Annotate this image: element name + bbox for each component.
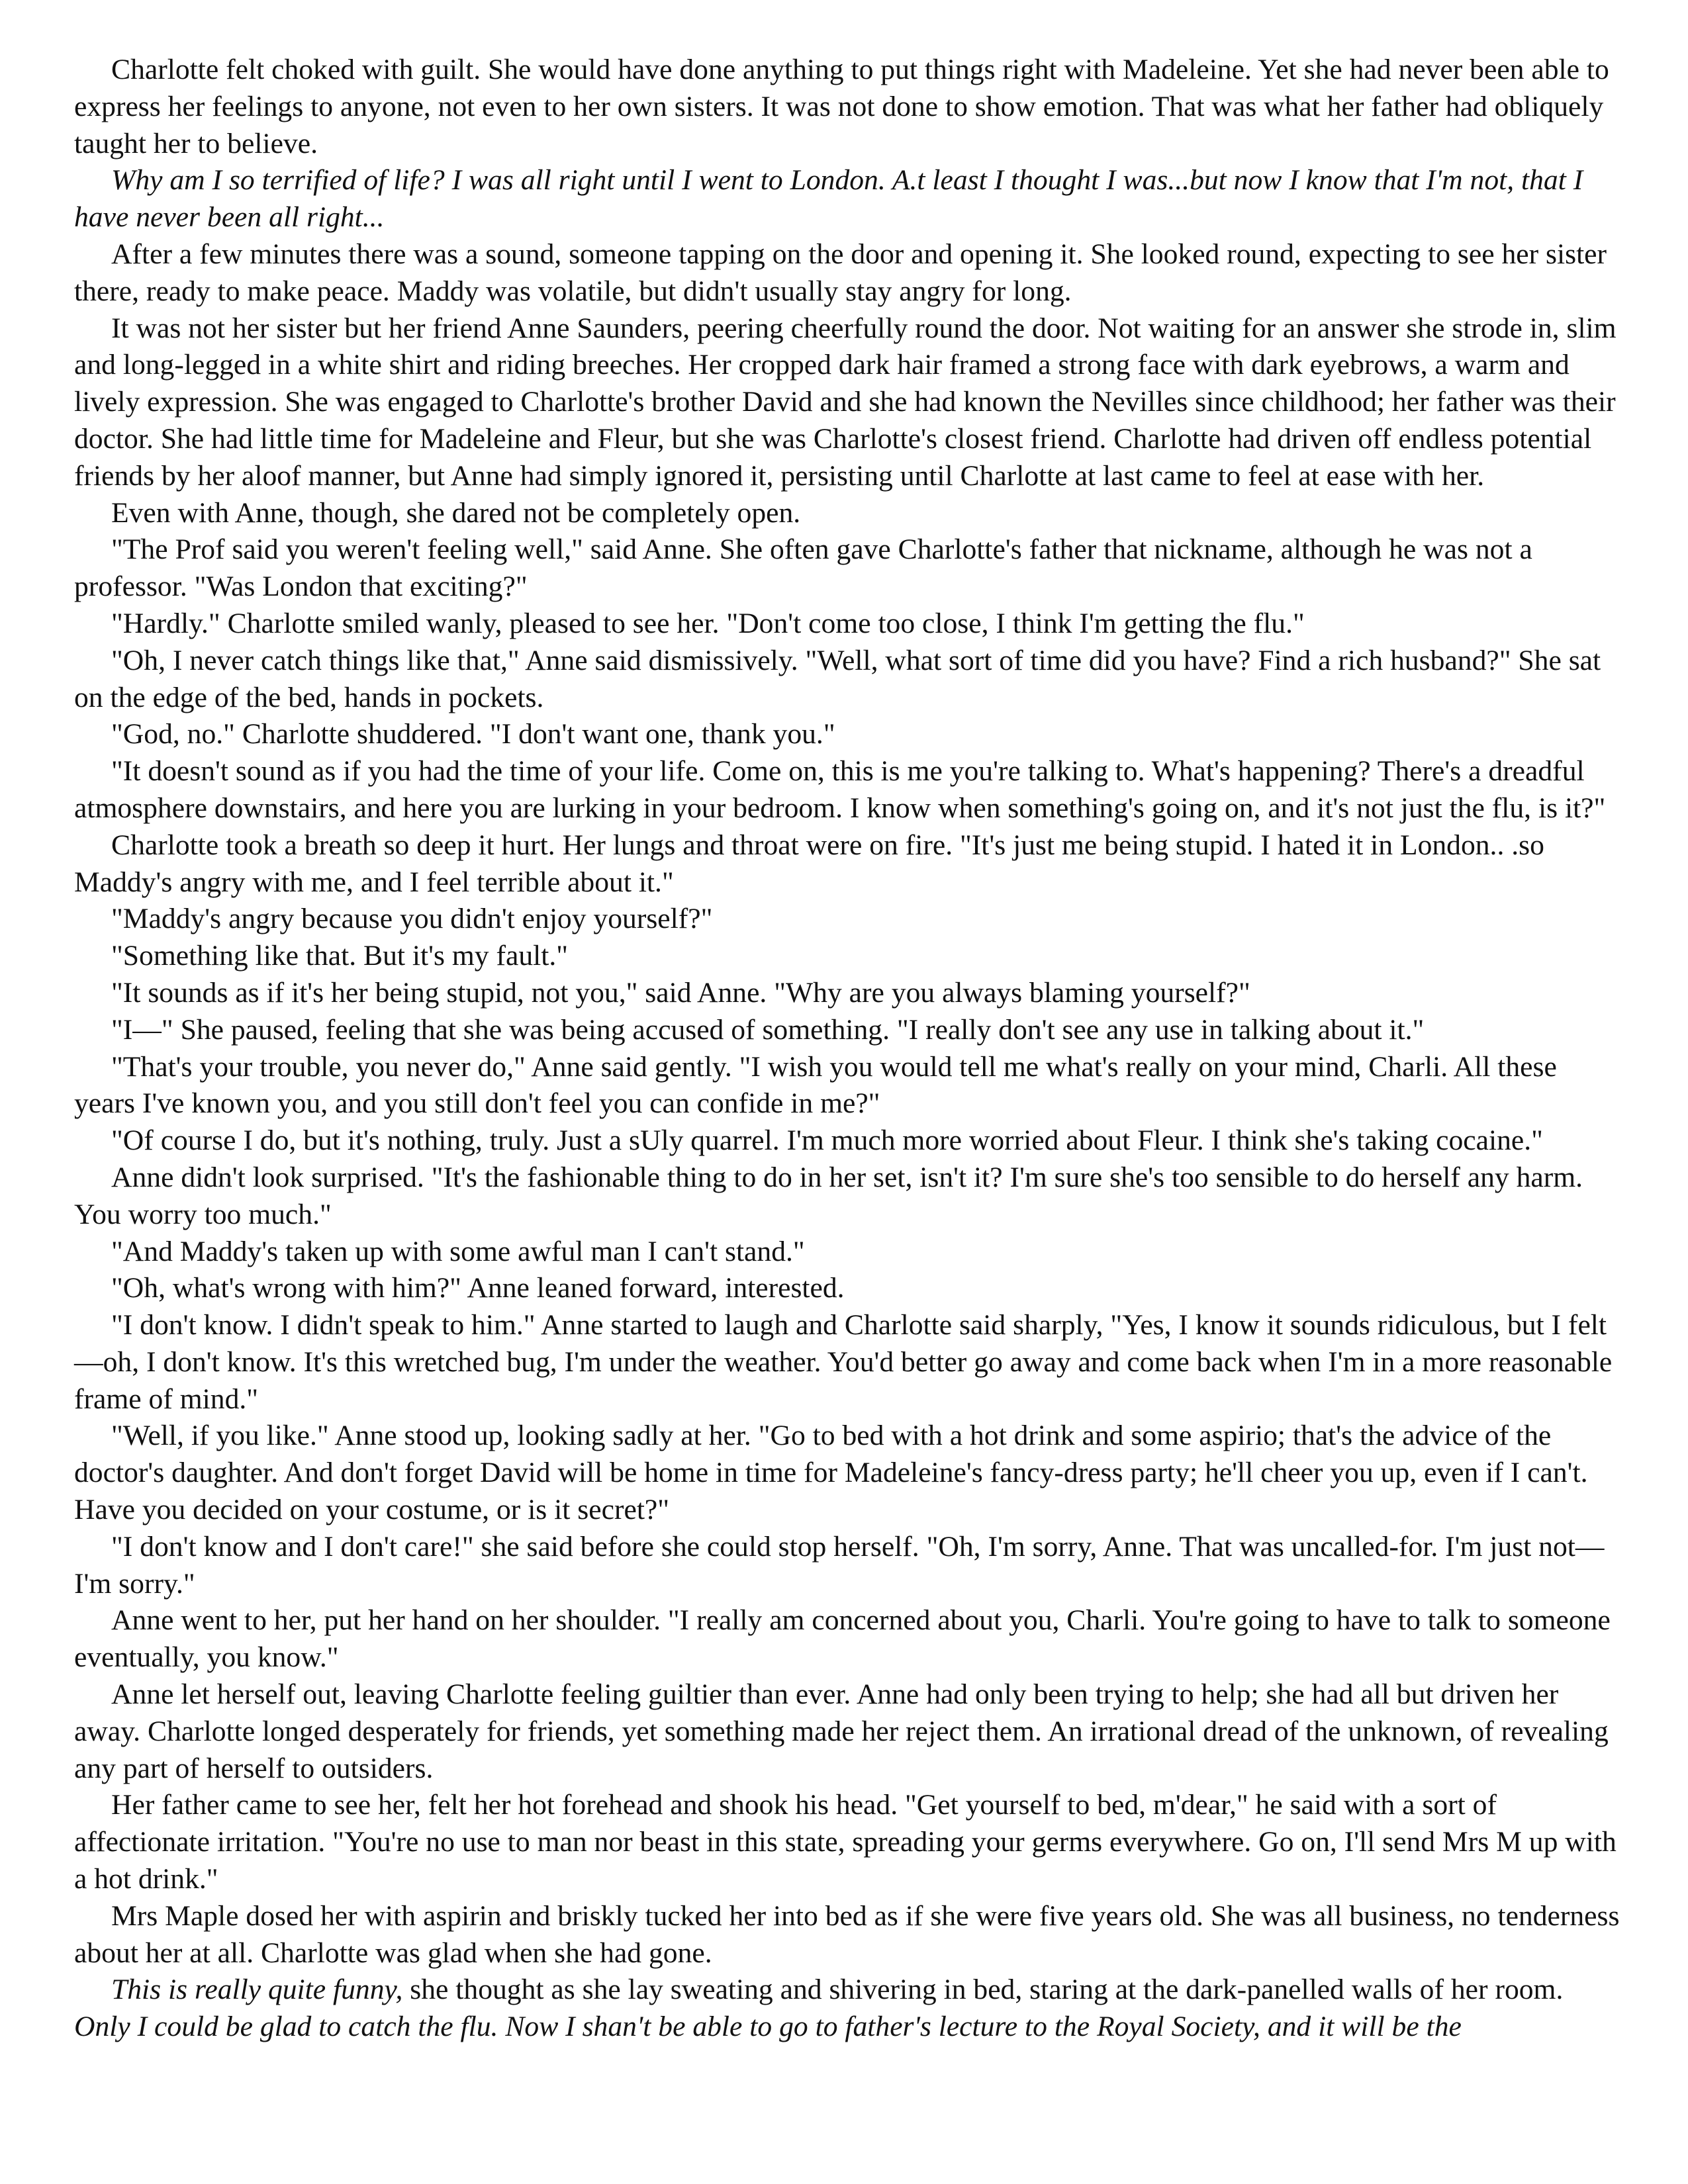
text-run: "Well, if you like." Anne stood up, looking sadly at her. "Go to bed with a hot drink and some aspirio; that's the advice of the doctor's daughter. And don't forget David will be home in time for Madeleine's fancy-dress party; he'll cheer you up, even if I can't. Have you decided on your costume, or is it secret?" xyxy=(74,1420,1588,1526)
paragraph xyxy=(74,1012,1620,1049)
paragraph xyxy=(74,162,1620,236)
paragraph xyxy=(74,643,1620,717)
paragraph xyxy=(74,310,1620,495)
text-run: Anne didn't look surprised. "It's the fashionable thing to do in her set, isn't it? I'm sure she's too sensible to do herself any harm. You worry too much." xyxy=(74,1161,1583,1230)
text-run: "I don't know and I don't care!" she said before she could stop herself. "Oh, I'm sorry, Anne. That was uncalled-for. I'm just not—I'm sorry." xyxy=(74,1530,1605,1600)
paragraph xyxy=(74,827,1620,901)
text-run: "Something like that. But it's my fault." xyxy=(111,940,569,972)
text-run: It was not her sister but her friend Anne Saunders, peering cheerfully round the door. Not waiting for an answer she strode in, slim and long-legged in a white shirt and riding breeches. Her cropped dark hair framed a strong face with dark eyebrows, a warm and lively expression. She was engaged to Charlotte's brother David and she had known the Nevilles since childhood; her father was their doctor. She had little time for Madeleine and Fleur, but she was Charlotte's closest friend. Charlotte had driven off endless potential friends by her aloof manner, but Anne had simply ignored it, persisting until Charlotte at last came to feel at ease with her. xyxy=(74,312,1617,492)
paragraph xyxy=(74,1270,1620,1307)
paragraph xyxy=(74,495,1620,532)
text-run: "It doesn't sound as if you had the time of your life. Come on, this is me you're talking to. What's happening? There's a dreadful atmosphere downstairs, and here you are lurking in your bedroom. I know when something's going on, and it's not just the flu, is it?" xyxy=(74,755,1606,824)
paragraph xyxy=(74,1676,1620,1787)
paragraph xyxy=(74,1122,1620,1160)
paragraph xyxy=(74,901,1620,938)
paragraph xyxy=(74,52,1620,162)
paragraph xyxy=(74,975,1620,1012)
text-run: Mrs Maple dosed her with aspirin and briskly tucked her into bed as if she were five years old. She was all business, no tenderness about her at all. Charlotte was glad when she had gone. xyxy=(74,1899,1620,1969)
text-run: "I—" She paused, feeling that she was being accused of something. "I really don't see any use in talking about it." xyxy=(111,1013,1425,1046)
italic-text: This is really quite funny, xyxy=(111,1974,403,2006)
text-run: Anne went to her, put her hand on her shoulder. "I really am concerned about you, Charli. You're going to have to talk to someone eventually, you know." xyxy=(74,1604,1611,1674)
italic-text: Only I could be glad to catch the flu. Now I shan't be able to go to father's lecture to the Royal Society, and it will be the xyxy=(74,2011,1462,2043)
paragraph xyxy=(74,1049,1620,1123)
text-run: "And Maddy's taken up with some awful man I can't stand." xyxy=(111,1235,805,1267)
paragraph xyxy=(74,606,1620,643)
paragraph xyxy=(74,1972,1620,2046)
text-run: Even with Anne, though, she dared not be completely open. xyxy=(111,496,801,529)
text-run: Her father came to see her, felt her hot forehead and shook his head. "Get yourself to bed, m'dear," he said with a sort of affectionate irritation. "You're no use to man nor beast in this state, spreading your germs everywhere. Go on, I'll send Mrs M up with a hot drink." xyxy=(74,1789,1617,1895)
text-run: "Maddy's angry because you didn't enjoy yourself?" xyxy=(111,903,713,935)
text-run: "I don't know. I didn't speak to him." Anne started to laugh and Charlotte said sharply, "Yes, I know it sounds ridiculous, but I felt—oh, I don't know. It's this wretched bug, I'm under the weather. You'd better go away and come back when I'm in a more reasonable frame of mind." xyxy=(74,1309,1613,1415)
paragraph xyxy=(74,531,1620,606)
italic-text: Why am I so terrified of life? I was all right until I went to London. A.t least I thought I was...but now I know that I'm not, that I have never been all right... xyxy=(74,164,1583,234)
text-run: "The Prof said you weren't feeling well," said Anne. She often gave Charlotte's father that nickname, although he was not a professor. "Was London that exciting?" xyxy=(74,533,1532,603)
text-run: "God, no." Charlotte shuddered. "I don't want one, thank you." xyxy=(111,718,835,751)
text-run: "Of course I do, but it's nothing, truly. Just a sUly quarrel. I'm much more worried about Fleur. I think she's taking cocaine." xyxy=(111,1124,1543,1157)
text-run: "Oh, what's wrong with him?" Anne leaned forward, interested. xyxy=(111,1272,845,1304)
text-run: "Hardly." Charlotte smiled wanly, pleased to see her. "Don't come too close, I think I'm getting the flu." xyxy=(111,607,1305,639)
paragraph xyxy=(74,1234,1620,1271)
paragraph xyxy=(74,1602,1620,1676)
paragraph xyxy=(74,1898,1620,1972)
paragraph xyxy=(74,236,1620,310)
paragraph xyxy=(74,1529,1620,1603)
paragraph xyxy=(74,1160,1620,1234)
paragraph xyxy=(74,716,1620,753)
text-run: Anne let herself out, leaving Charlotte feeling guiltier than ever. Anne had only been trying to help; she had all but driven her away. Charlotte longed desperately for friends, yet something made her reject them. An irrational dread of the unknown, of revealing any part of herself to outsiders. xyxy=(74,1678,1609,1784)
paragraph xyxy=(74,1787,1620,1897)
book-page xyxy=(74,52,1620,2046)
text-run: After a few minutes there was a sound, someone tapping on the door and opening it. She looked round, expecting to see her sister there, ready to make peace. Maddy was volatile, but didn't usually stay angry for long. xyxy=(74,238,1607,307)
text-run: Charlotte took a breath so deep it hurt. Her lungs and throat were on fire. "It's just me being stupid. I hated it in London.. .so Maddy's angry with me, and I feel terrible about it." xyxy=(74,829,1544,898)
text-run: "It sounds as if it's her being stupid, not you," said Anne. "Why are you always blaming yourself?" xyxy=(111,976,1250,1009)
text-run: "That's your trouble, you never do," Anne said gently. "I wish you would tell me what's really on your mind, Charli. All these years I've known you, and you still don't feel you can confide in me?" xyxy=(74,1050,1557,1120)
paragraph xyxy=(74,753,1620,827)
paragraph xyxy=(74,1307,1620,1418)
paragraph xyxy=(74,938,1620,975)
paragraph xyxy=(74,1418,1620,1528)
text-run: she thought as she lay sweating and shivering in bed, staring at the dark-panelled walls of her room. xyxy=(402,1974,1564,2006)
text-run: "Oh, I never catch things like that," Anne said dismissively. "Well, what sort of time did you have? Find a rich husband?" She sat on the edge of the bed, hands in pockets. xyxy=(74,644,1601,713)
text-run: Charlotte felt choked with guilt. She would have done anything to put things right with Madeleine. Yet she had never been able to express her feelings to anyone, not even to her own sisters. It was not done to show emotion. That was what her father had obliquely taught her to believe. xyxy=(74,54,1609,159)
